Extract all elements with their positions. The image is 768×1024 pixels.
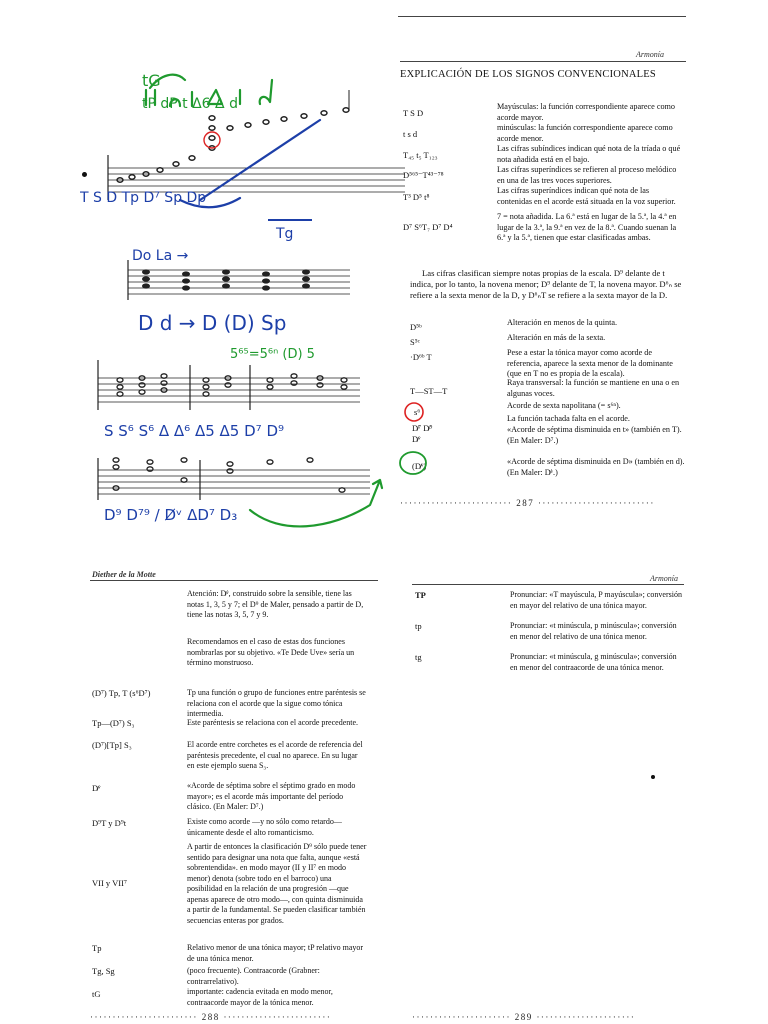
ink-dot	[651, 775, 655, 779]
chord-notes-2	[142, 269, 310, 290]
description: Tp una función o grupo de funciones entre paréntesis se relaciona con el acorde que la sigue como tónica intermedia.	[187, 688, 366, 718]
description: Pronunciar: «t minúscula, p minúscula»; conversión en menor del relativo de una tónica menor.	[510, 621, 677, 641]
description: Este paréntesis se relaciona con el acorde precedente.	[187, 718, 359, 727]
running-header: Armonía	[636, 50, 664, 59]
description: Pronunciar: «T mayúscula, P mayúscula»; conversión en mayor del relativo de una tónica mayor.	[510, 590, 682, 610]
description: El acorde entre corchetes es el acorde de referencia del paréntesis precedente, el cual no aparece. En su lugar en este ejemplo suena S₃.	[187, 740, 363, 770]
description: «Acorde de séptima disminuida en D» (también en d). (En Maler: D̸ᵛ.)	[507, 457, 685, 477]
header-rule	[90, 580, 378, 581]
symbol: (D⁷) Tp, T (s⁶D⁷)	[92, 688, 151, 698]
description: importante: cadencia evitada en modo menor, contraacorde mayor de la tónica menor.	[187, 987, 333, 1007]
page-number: 288	[201, 1012, 220, 1022]
running-header: Diether de la Motte	[92, 570, 156, 579]
section-title: EXPLICACIÓN DE LOS SIGNOS CONVENCIONALES	[400, 69, 656, 80]
paragraph: Las cifras clasifican siempre notas propias de la escala. D⁹ delante de t indica, por lo tanto, la novena menor; D⁹ delante de T, la novena mayor. D⁶ₙ se refiere a la sexta menor de la D, y D⁶ₙT se refiere a la sexta mayor de la D.	[410, 268, 682, 300]
symbol: D̸ᵛ	[92, 783, 101, 793]
description: Raya transversal: la función se mantiene en una o en algunas voces.	[507, 378, 680, 398]
intro-text-2: Recomendamos en el caso de estas dos funciones nombrarlas por su objetivo. «Te Dede Uve» sería un término monstruoso.	[187, 637, 355, 667]
annotated-music-examples	[80, 60, 410, 530]
symbol: tp	[415, 621, 422, 631]
description: (poco frecuente). Contraacorde (Grabner: contrarrelativo).	[187, 966, 320, 986]
symbol: D⁵⁶⁵⁻T⁴³⁻⁷⁸	[403, 170, 444, 180]
handwritten-top-green: tG	[142, 71, 161, 90]
description: Pronunciar: «t minúscula, g minúscula»; conversión en menor del contraacorde de una tónica menor.	[510, 652, 677, 672]
symbol: T—ST—T	[410, 386, 448, 396]
symbol: tg	[415, 652, 422, 662]
handwritten-row4: D⁹ D⁷⁹ / D̸ᵛ ΔD⁷ D₃	[104, 506, 238, 524]
symbol: ·D⁶ᵇ T	[410, 352, 432, 362]
symbol: T₄₅ t₅ T₁₂₃	[403, 150, 438, 160]
description: minúsculas: la función correspondiente aparece como acorde menor.	[497, 123, 673, 143]
description: 7 = nota añadida. La 6.ª está en lugar de la 5.ª, la 4.ª en lugar de la 3.ª, la 9.ª en vez de la 8.ª. Cuando suenan la 6.ª y la 5.ª, tienen que estar clasificadas ambas.	[497, 212, 677, 243]
staff-4	[98, 470, 370, 494]
header-rule	[412, 584, 684, 585]
handwritten-row1-b: Tg	[276, 226, 294, 242]
ink-dot	[82, 172, 87, 177]
description: «Acorde de séptima sobre el séptimo grado en modo mayor»; es el acorde más importante del período clásico. (En Maler: D⁷.)	[187, 781, 356, 811]
page-number: 287	[516, 498, 535, 508]
description: Existe como acorde —y no sólo como retardo— únicamente desde el alto romanticismo.	[187, 817, 342, 837]
notes-1	[117, 108, 349, 182]
symbol: TP	[415, 590, 426, 600]
staff-1	[108, 168, 405, 192]
description: «Acorde de séptima disminuida en t» (también en T). (En Maler: D⁷.)	[507, 425, 682, 445]
description: A partir de entonces la clasificación D⁹ sólo puede tener sentido para designar una nota que falta, aunque «está sobrentendida». en modo mayor (II y II⁷ en modo menor) denota (sobre todo en el barroco) una posibilidad en la relación de una progresión —que apenas aparece de otro modo—, con quinta disminuida a partir de la fundamental. Se pueden clasificar también secuencias enteras por grados.	[187, 842, 367, 925]
handwritten-row3-green: 5⁶⁵=5⁶ⁿ (D) 5	[230, 347, 315, 362]
handwritten-row3: S S⁶ S⁶ Δ Δ⁶ Δ5 Δ5 D⁷ D⁹	[104, 422, 285, 440]
description: Relativo menor de una tónica mayor; tP relativo mayor de una tónica menor.	[187, 943, 364, 963]
symbol: Tp	[92, 943, 102, 953]
header-rule	[400, 61, 686, 62]
description: Las cifras superíndices se refieren al proceso melódico en una de las tres voces superiores.	[497, 165, 677, 185]
description: La función tachada falta en el acorde.	[507, 414, 630, 423]
chord-notes-4	[113, 458, 345, 492]
running-header: Armonía	[650, 574, 678, 583]
description: Alteración en más de la sexta.	[507, 333, 606, 342]
symbol: D̸ᵛ	[412, 434, 421, 444]
symbol: D̸⁷ D̸⁹	[412, 423, 433, 433]
symbol: VII y VII⁷	[92, 878, 127, 888]
page-number: 289	[514, 1012, 533, 1022]
chord-notes-3	[117, 374, 347, 396]
symbol: D⁷ S⁶T₇ D⁷ D⁴	[403, 222, 453, 232]
staff-3	[98, 378, 360, 402]
symbol: S⁵ᶜ	[410, 337, 420, 347]
page-top-rule	[398, 16, 686, 17]
symbol: T S D	[403, 108, 424, 118]
symbol: D⁵ᵇ	[410, 322, 422, 332]
symbol: Tp—(D⁷) S₃	[92, 718, 135, 728]
description: Acorde de sexta napolitana (= s⁶ⁿ).	[507, 401, 621, 410]
description: Alteración en menos de la quinta.	[507, 318, 618, 327]
description: Las cifras superíndices indican qué nota de las contenidas en el acorde está situada en la voz superior.	[497, 186, 676, 206]
handwritten-row1: T S D Tp D⁷ Sp Dp	[80, 190, 207, 206]
page-footer: ························ 288 ························	[90, 1012, 332, 1022]
symbol: (D⁷)[Tp] S₃	[92, 740, 132, 750]
handwritten-row2: D d → D (D) Sp	[138, 311, 287, 335]
handwritten-top-green-2: tP dP t Δ6 Δ d	[142, 96, 238, 112]
page-footer: ························· 287 ··························	[400, 498, 655, 508]
symbol: T³ D⁵ t⁸	[403, 192, 430, 202]
symbol: tG	[92, 989, 101, 999]
symbol: D⁹T y D⁹t	[92, 818, 127, 828]
description: Pese a estar la tónica mayor como acorde de referencia, aparece la sexta menor de la dominante (que en T no es propia de la escala).	[507, 348, 673, 379]
symbol: (D̸ᵛ)	[412, 461, 427, 471]
description: Las cifras subíndices indican qué nota de la tríada o qué nota añadida está en el bajo.	[497, 144, 681, 164]
symbol: t s d	[403, 129, 418, 139]
page-footer: ······················ 289 ······················	[412, 1012, 636, 1022]
staff-2	[128, 270, 350, 294]
description: Mayúsculas: la función correspondiente aparece como acorde mayor.	[497, 102, 676, 122]
handwritten-row2-do: Do La →	[132, 248, 189, 264]
symbol: Tg, Sg	[92, 966, 115, 976]
symbol: s⁶	[414, 407, 421, 417]
intro-text: Atención: D̸ᵛ, construido sobre la sensible, tiene las notas 1, 3, 5 y 7; el D⁹ de Maler, pensado a partir de D, tiene las notas 3, 5, 7 y 9.	[187, 589, 364, 619]
